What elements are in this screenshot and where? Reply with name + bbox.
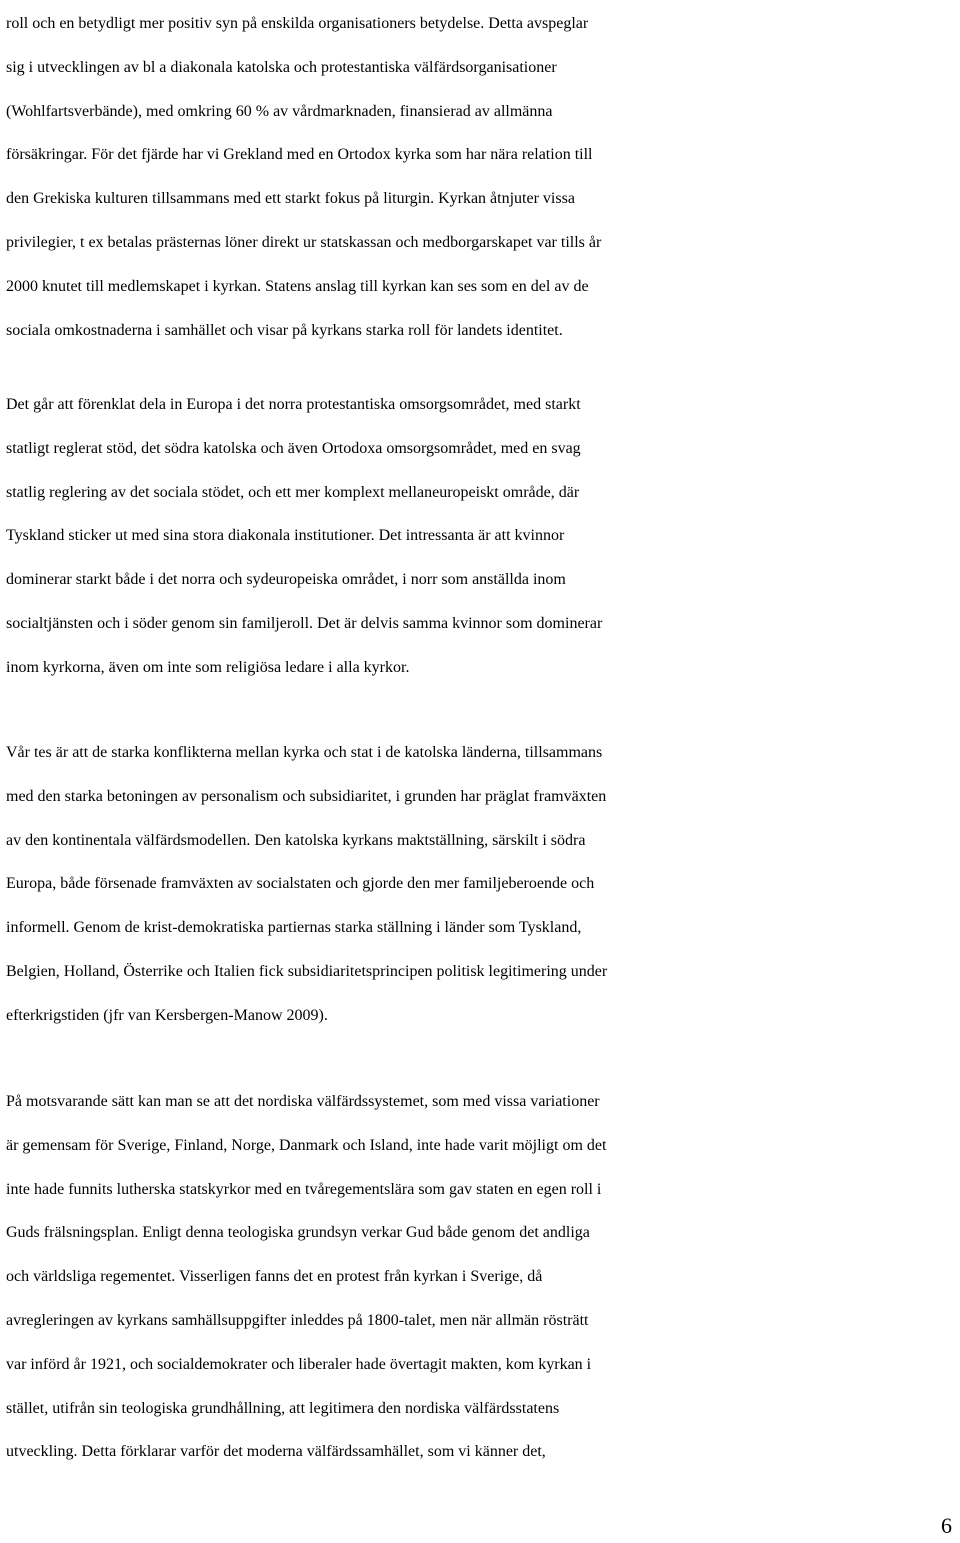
paragraph-1 [6,2,956,352]
text-line: roll och en betydligt mer positiv syn på enskilda organisationers betydelse. Detta avspeglar [6,15,589,32]
text-line: sociala omkostnaderna i samhället och visar på kyrkans starka roll för landets identitet. [6,321,563,339]
text-line: var införd år 1921, och socialdemokrater och liberaler hade övertagit makten, kom kyrkan i [6,1355,592,1373]
text-line: av den kontinentala välfärdsmodellen. Den katolska kyrkans maktställning, särskilt i södra [6,831,586,849]
text-line: statlig reglering av det sociala stödet, och ett mer komplext mellaneuropeiskt område, där [6,483,580,501]
page-number: 6 [941,1513,952,1538]
text-line: Belgien, Holland, Österrike och Italien fick subsidiaritetsprincipen politisk legitimering under [6,962,608,980]
text-line: med den starka betoningen av personalism och subsidiaritet, i grunden har präglat framväxten [6,787,607,805]
text-line: utveckling. Detta förklarar varför det moderna välfärdssamhället, som vi känner det, [6,1443,546,1461]
text-line: Europa, både försenade framväxten av socialstaten och gjorde den mer familjeberoende och [6,875,595,893]
text-line: stället, utifrån sin teologiska grundhållning, att legitimera den nordiska välfärdsstatens [6,1399,560,1417]
text-line: sig i utvecklingen av bl a diakonala katolska och protestantiska välfärdsorganisationer [6,58,557,76]
text-line: På motsvarande sätt kan man se att det nordiska välfärdssystemet, som med vissa variationer [6,1093,600,1110]
text-line: dominerar starkt både i det norra och sydeuropeiska området, i norr som anställda inom [6,571,566,589]
text-line: privilegier, t ex betalas prästernas löner direkt ur statskassan och medborgarskapet var tills år [6,233,602,251]
text-line: efterkrigstiden (jfr van Kersbergen-Manow 2009). [6,1006,328,1024]
text-line: statligt reglerat stöd, det södra katolska och även Ortodoxa omsorgsområdet, med en svag [6,439,581,457]
paragraph-4 [6,1080,956,1474]
text-line: Tyskland sticker ut med sina stora diakonala institutioner. Det intressanta är att kvinnor [6,527,565,545]
text-line: är gemensam för Sverige, Finland, Norge, Danmark och Island, inte hade varit möjligt om det [6,1136,607,1154]
text-line: 2000 knutet till medlemskapet i kyrkan. Statens anslag till kyrkan kan ses som en del av de [6,277,589,295]
text-line: den Grekiska kulturen tillsammans med ett starkt fokus på liturgin. Kyrkan åtnjuter vissa [6,190,575,208]
text-line: Det går att förenklat dela in Europa i det norra protestantiska omsorgsområdet, med starkt [6,396,581,413]
text-line: Guds frälsningsplan. Enligt denna teologiska grundsyn verkar Gud både genom det andliga [6,1224,590,1242]
text-line: (Wohlfartsverbände), med omkring 60 % av vårdmarknaden, finansierad av allmänna [6,102,553,120]
text-line: och världsliga regementet. Visserligen fanns det en protest från kyrkan i Sverige, då [6,1268,543,1286]
text-line: inom kyrkorna, även om inte som religiösa ledare i alla kyrkor. [6,658,410,676]
text-line: försäkringar. För det fjärde har vi Grekland med en Ortodox kyrka som har nära relation till [6,146,593,164]
paragraph-2 [6,383,956,690]
text-line: inte hade funnits lutherska statskyrkor med en tvåregementslära som gav staten en egen roll i [6,1180,602,1198]
text-line: informell. Genom de krist-demokratiska partiernas starka ställning i länder som Tyskland, [6,919,582,937]
text-line: socialtjänsten och i söder genom sin familjeroll. Det är delvis samma kvinnor som dominerar [6,614,603,632]
paragraph-3 [6,731,956,1038]
text-line: Vår tes är att de starka konflikterna mellan kyrka och stat i de katolska länderna, tillsammans [6,744,603,761]
text-line: avregleringen av kyrkans samhällsuppgifter inleddes på 1800-talet, men när allmän rösträtt [6,1311,589,1329]
